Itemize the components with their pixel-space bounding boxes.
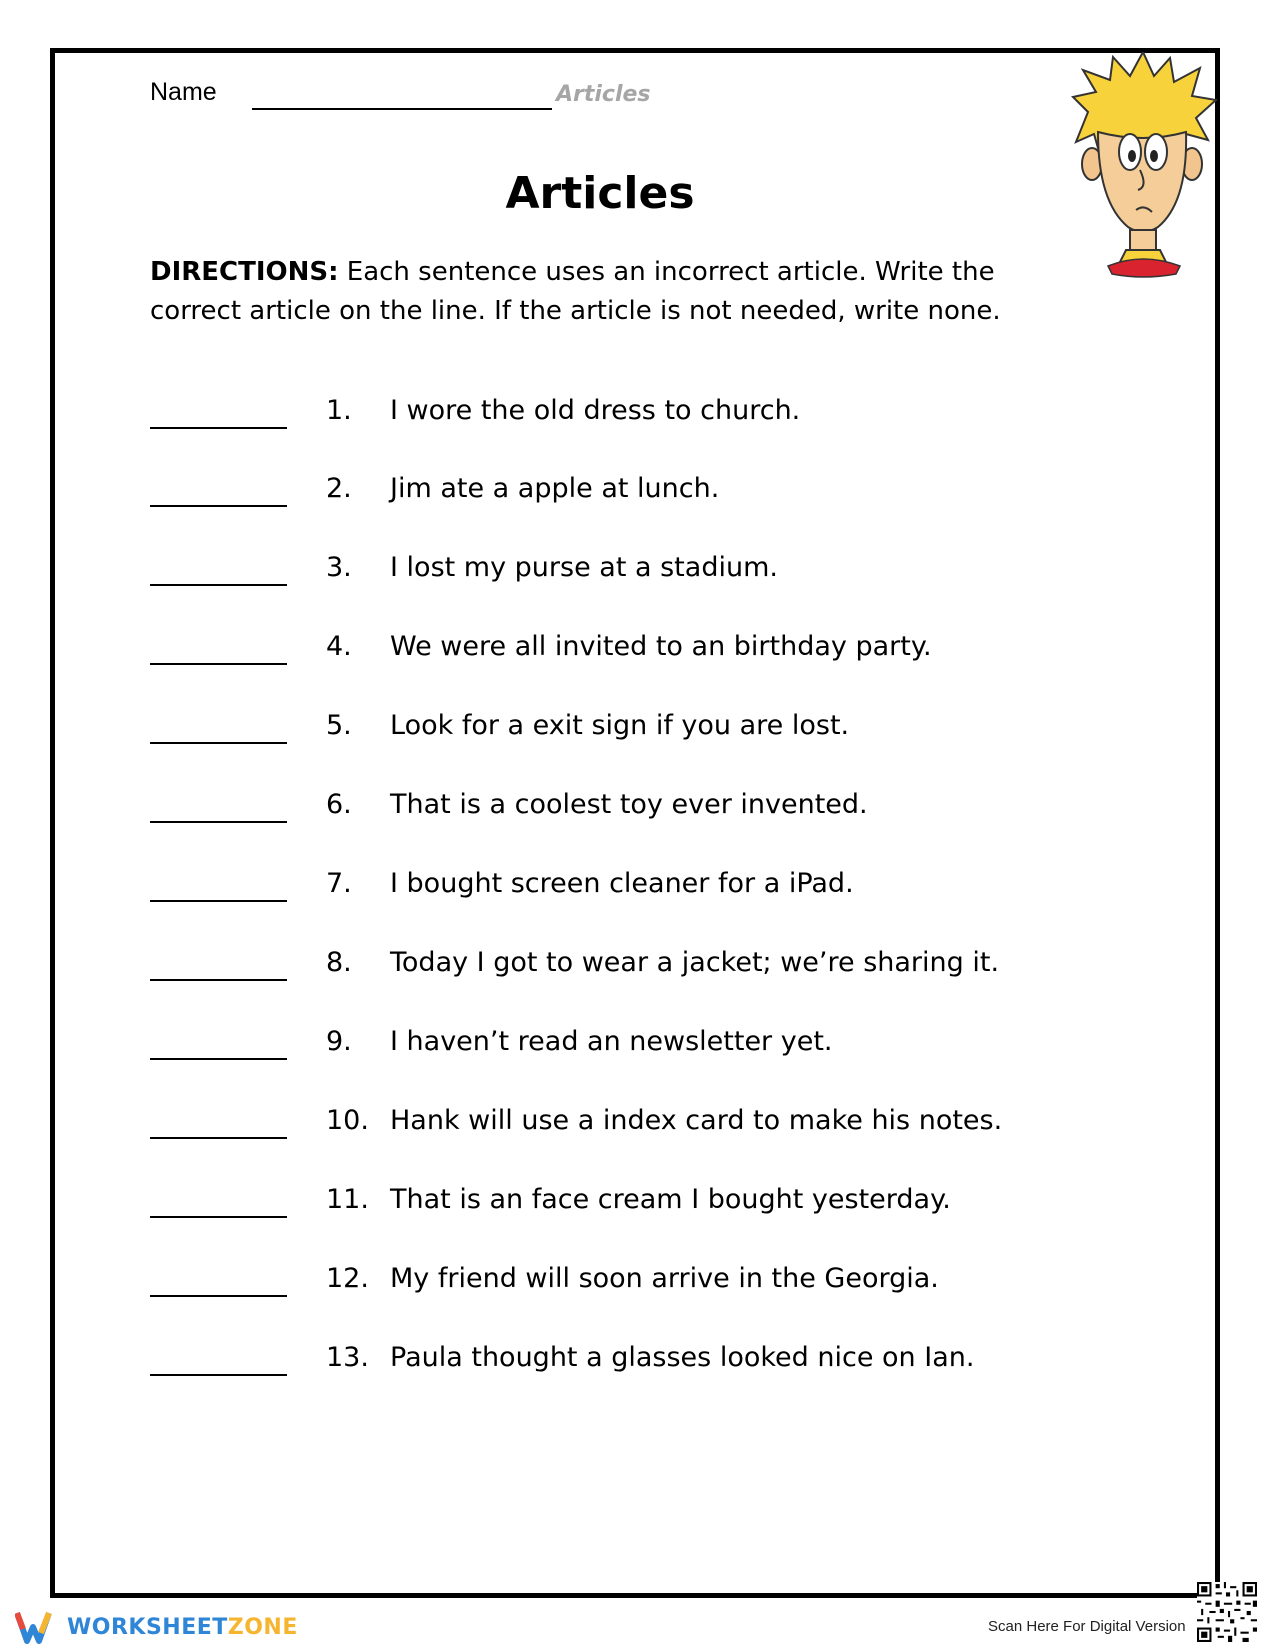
logo-text-part2: ZONE	[227, 1614, 298, 1640]
logo-w-icon	[15, 1609, 61, 1645]
question-item	[0, 1342, 1200, 1382]
question-number: 12.	[326, 1263, 369, 1294]
question-item	[0, 1184, 1200, 1224]
directions	[150, 253, 1090, 331]
logo-text	[67, 1615, 298, 1640]
answer-field[interactable]	[150, 742, 287, 744]
question-item	[0, 710, 1200, 750]
question-text: Today I got to wear a jacket; we’re sharing it.	[390, 947, 1000, 978]
answer-field[interactable]	[150, 663, 287, 665]
question-number: 13.	[326, 1342, 369, 1373]
qr-code-icon[interactable]	[1197, 1582, 1257, 1642]
header-tag: Articles	[556, 82, 651, 107]
question-number: 11.	[326, 1184, 369, 1215]
answer-field[interactable]	[150, 584, 287, 586]
question-text: I lost my purse at a stadium.	[390, 552, 778, 583]
question-text: I wore the old dress to church.	[390, 395, 801, 426]
answer-field[interactable]	[150, 1374, 287, 1376]
name-label: Name	[150, 78, 217, 106]
answer-field[interactable]	[150, 1137, 287, 1139]
question-number: 6.	[326, 789, 352, 820]
question-number: 2.	[326, 473, 352, 504]
question-item	[0, 1105, 1200, 1145]
question-text: Jim ate a apple at lunch.	[390, 473, 720, 504]
question-text: That is an face cream I bought yesterday.	[390, 1184, 951, 1215]
question-item	[0, 868, 1200, 908]
directions-label: DIRECTIONS:	[150, 257, 339, 287]
question-number: 1.	[326, 395, 352, 426]
worksheetzone-logo[interactable]	[15, 1607, 298, 1647]
question-item	[0, 473, 1200, 513]
question-number: 4.	[326, 631, 352, 662]
question-text: We were all invited to an birthday party.	[390, 631, 932, 662]
question-text: Look for a exit sign if you are lost.	[390, 710, 850, 741]
question-text: My friend will soon arrive in the Georgia.	[390, 1263, 939, 1294]
question-text: Paula thought a glasses looked nice on Ian.	[390, 1342, 975, 1373]
question-item	[0, 1026, 1200, 1066]
question-number: 10.	[326, 1105, 369, 1136]
cartoon-boy-illustration	[1068, 52, 1218, 282]
question-text: I bought screen cleaner for a iPad.	[390, 868, 854, 899]
question-item	[0, 552, 1200, 592]
answer-field[interactable]	[150, 1058, 287, 1060]
name-field[interactable]	[252, 108, 552, 110]
question-item	[0, 947, 1200, 987]
question-number: 3.	[326, 552, 352, 583]
question-number: 8.	[326, 947, 352, 978]
logo-text-part1: WORKSHEET	[67, 1614, 228, 1640]
directions-text: Each sentence uses an incorrect article. Write the correct article on the line. If the article is not needed, write none.	[150, 257, 1001, 326]
question-item	[0, 395, 1200, 435]
scan-caption: Scan Here For Digital Version	[988, 1618, 1186, 1635]
answer-field[interactable]	[150, 900, 287, 902]
answer-field[interactable]	[150, 979, 287, 981]
answer-field[interactable]	[150, 427, 287, 429]
question-text: I haven’t read an newsletter yet.	[390, 1026, 833, 1057]
answer-field[interactable]	[150, 821, 287, 823]
question-text: That is a coolest toy ever invented.	[390, 789, 868, 820]
answer-field[interactable]	[150, 1216, 287, 1218]
question-text: Hank will use a index card to make his notes.	[390, 1105, 1003, 1136]
question-number: 7.	[326, 868, 352, 899]
page-title: Articles	[505, 168, 695, 219]
question-number: 9.	[326, 1026, 352, 1057]
question-item	[0, 1263, 1200, 1303]
question-item	[0, 789, 1200, 829]
question-item	[0, 631, 1200, 671]
answer-field[interactable]	[150, 1295, 287, 1297]
question-number: 5.	[326, 710, 352, 741]
answer-field[interactable]	[150, 505, 287, 507]
